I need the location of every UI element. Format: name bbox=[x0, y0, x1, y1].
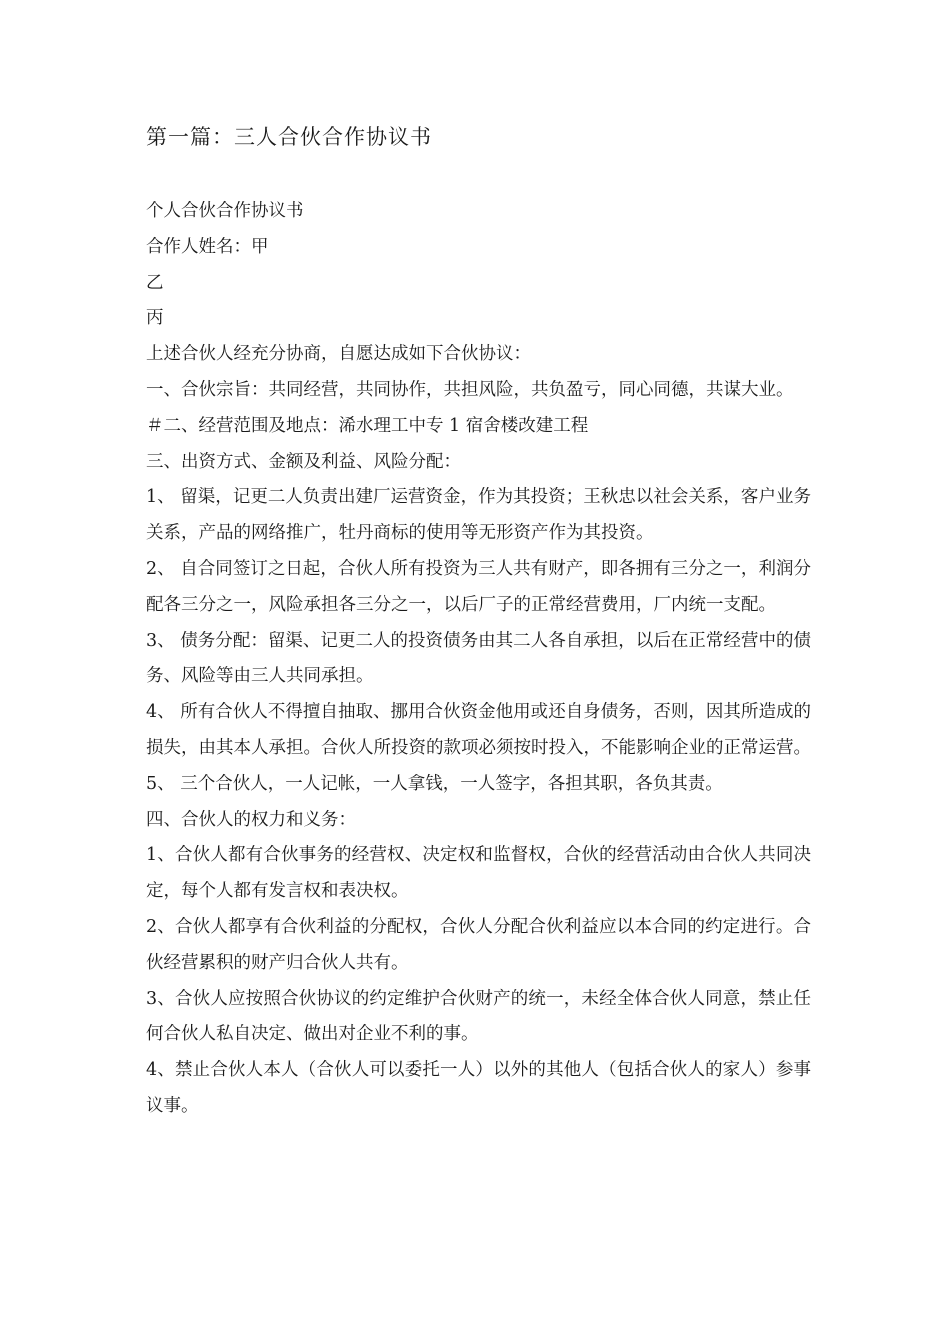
paragraph-rights-2: 2、合伙人都享有合伙利益的分配权，合伙人分配合伙利益应以本合同的约定进行。合伙经营累积的财产归合伙人共有。 bbox=[146, 916, 811, 973]
paragraph-purpose: 一、合伙宗旨：共同经营，共同协作，共担风险，共负盈亏，同心同德，共谋大业。 bbox=[146, 379, 794, 400]
paragraph-partner-names: 合作人姓名：甲 bbox=[146, 236, 269, 257]
paragraph-rights-3: 3、合伙人应按照合伙协议的约定维护合伙财产的统一，未经全体合伙人同意，禁止任何合伙人私自决定、做出对企业不利的事。 bbox=[146, 988, 811, 1045]
paragraph-rights-1: 1、合伙人都有合伙事务的经营权、决定权和监督权，合伙的经营活动由合伙人共同决定，每个人都有发言权和表决权。 bbox=[146, 845, 811, 902]
paragraph-partner-c: 丙 bbox=[146, 308, 164, 329]
paragraph-rights-heading: 四、合伙人的权力和义务： bbox=[146, 809, 356, 830]
paragraph-heading: 个人合伙合作协议书 bbox=[146, 201, 304, 221]
paragraph-investment-2: 2、 自合同签订之日起，合伙人所有投资为三人共有财产，即各拥有三分之一，利润分配各三分之一，风险承担各三分之一，以后厂子的正常经营费用，厂内统一支配。 bbox=[146, 558, 811, 615]
paragraph-investment-3: 3、 债务分配：留渠、记更二人的投资债务由其二人各自承担，以后在正常经营中的债务、风险等由三人共同承担。 bbox=[146, 630, 811, 687]
paragraph-intro: 上述合伙人经充分协商，自愿达成如下合伙协议： bbox=[146, 344, 531, 365]
document-title: 第一篇：三人合伙合作协议书 bbox=[146, 125, 432, 149]
paragraph-investment-5: 5、 三个合伙人，一人记帐，一人拿钱，一人签字，各担其职，各负其责。 bbox=[146, 773, 723, 794]
paragraph-investment-heading: 三、出资方式、金额及利益、风险分配： bbox=[146, 451, 461, 472]
paragraph-partner-b: 乙 bbox=[146, 272, 164, 293]
document-body bbox=[146, 194, 811, 1125]
paragraph-rights-4: 4、禁止合伙人本人（合伙人可以委托一人）以外的其他人（包括合伙人的家人）参事 议事。 bbox=[146, 1060, 811, 1116]
paragraph-investment-1: 1、 留渠，记更二人负责出建厂运营资金，作为其投资；王秋忠以社会关系，客户业务关系，产品的网络推广，牡丹商标的使用等无形资产作为其投资。 bbox=[146, 487, 811, 544]
paragraph-scope: ＃二、经营范围及地点：浠水理工中专 1 宿舍楼改建工程 bbox=[146, 415, 589, 436]
paragraph-investment-4: 4、 所有合伙人不得擅自抽取、挪用合伙资金他用或还自身债务，否则，因其所造成的损失，由其本人承担。合伙人所投资的款项必须按时投入，不能影响企业的正常运营。 bbox=[146, 702, 811, 758]
